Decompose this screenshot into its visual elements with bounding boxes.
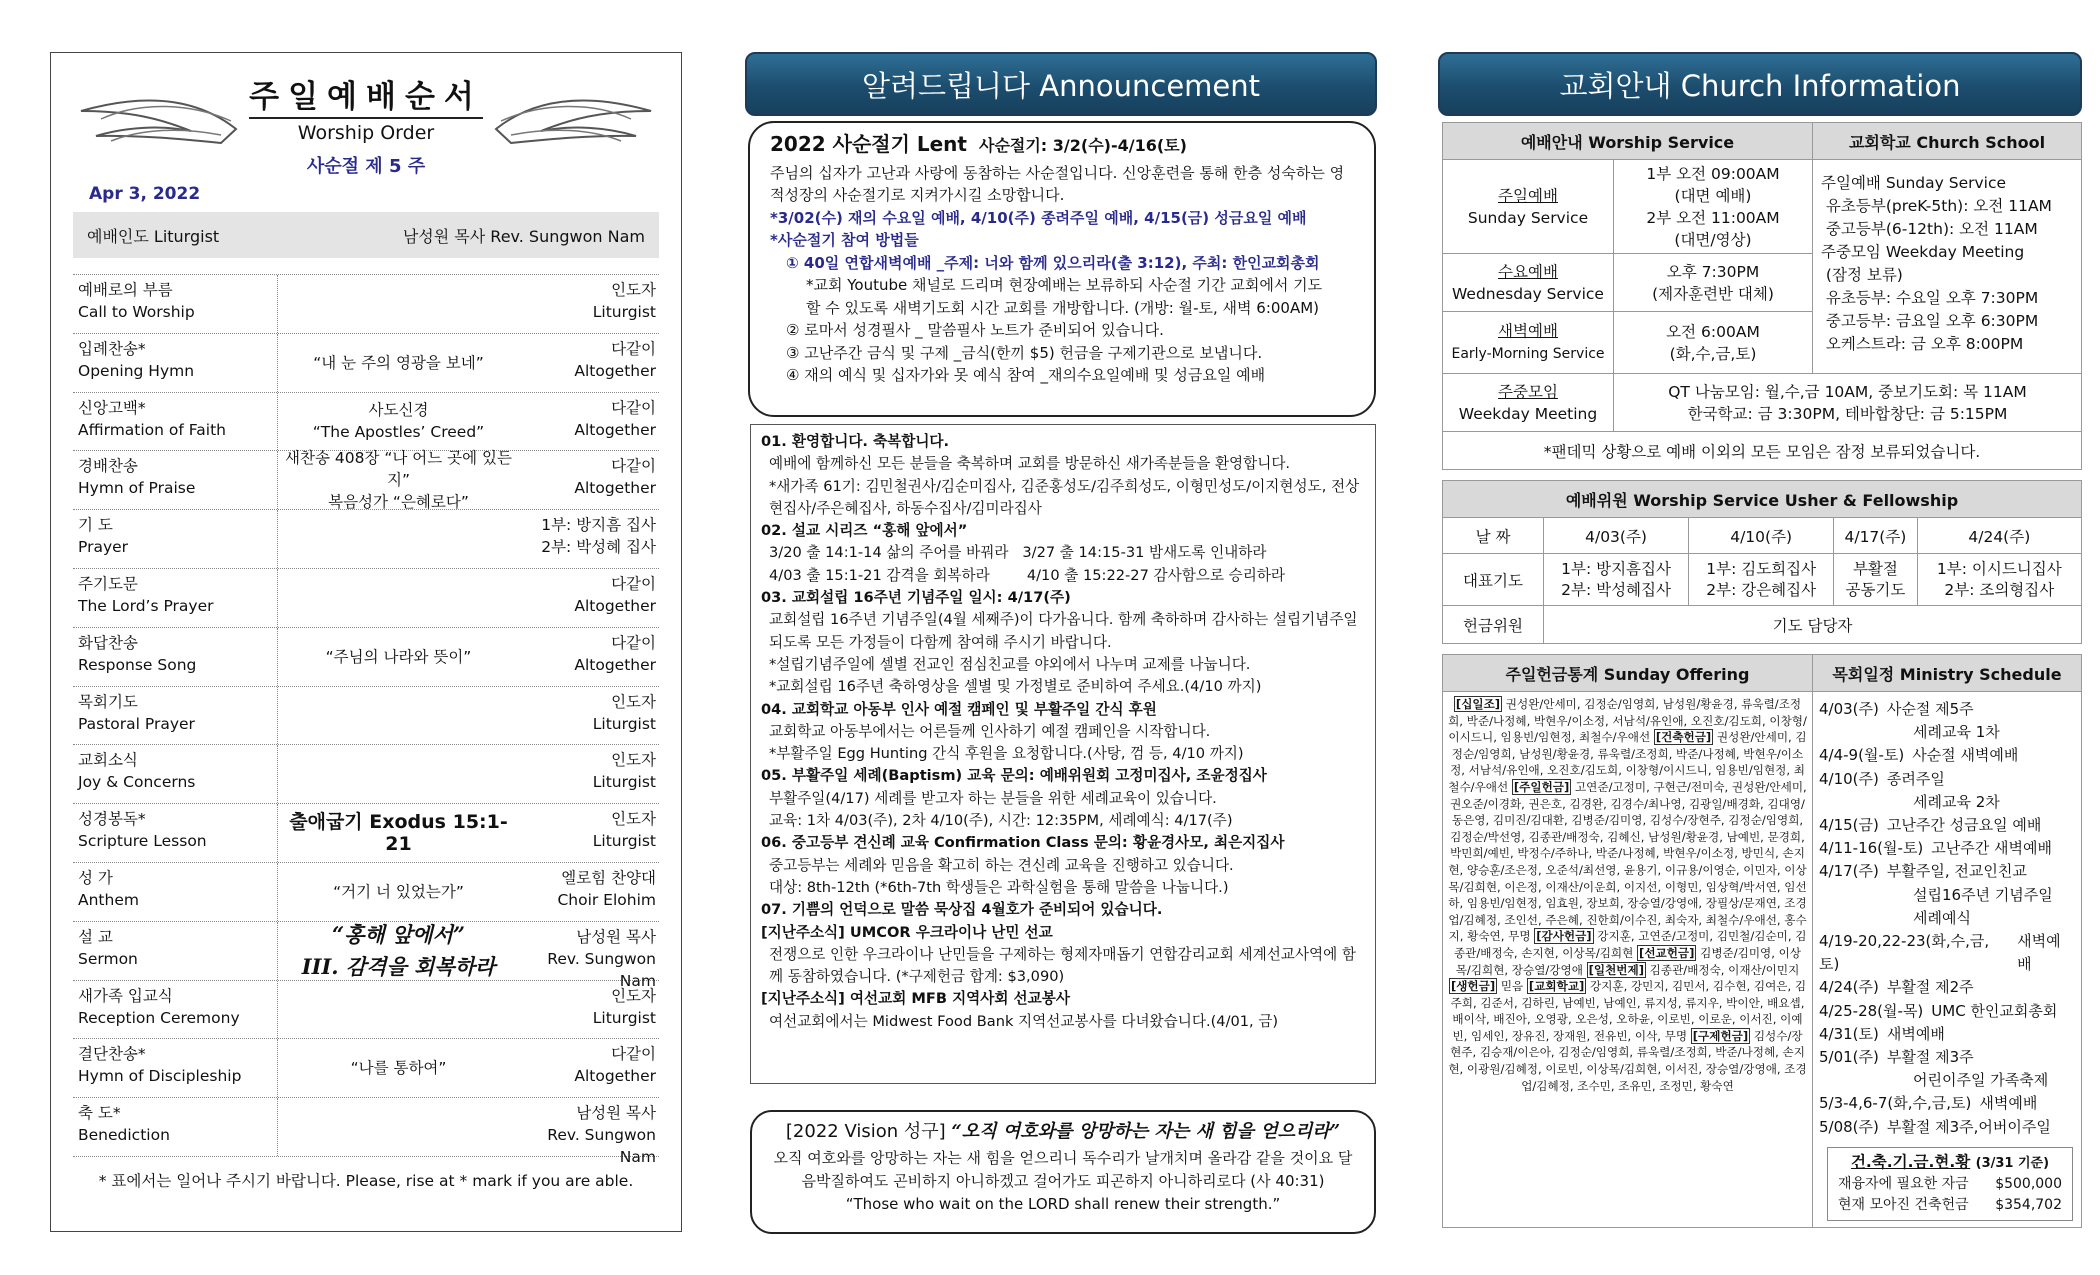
offering-category: [구제헌금] [1692, 1028, 1749, 1043]
building-fund-title: 건.축.기.금.현.황 (3/31 기준) [1850, 1152, 2050, 1171]
order-item-leader: 인도자 Liturgist [592, 986, 656, 1027]
order-item-name: 설 교 Sermon [73, 922, 278, 980]
ministry-item: 4/15(금) 고난주간 성금요일 예배 [1819, 816, 2042, 835]
offering-names-list: 강지훈, 강민지, 김민서, 김수현, 김여은, 김주희, 김준서, 김하린, 남예빈, 남예인, 류지성, 류지우, 박이안, 배요셉, 배이삭, 배진아, 오영광, 오은성, 오하윤, 이로빈, 이로운, 이서진, 이예빈, 임세인, 장유진, 장재원, 전유빈, 이삭, 무명 [1450, 979, 1807, 1043]
usher-prayer: 1부: 방지흠집사 2부: 박성혜집사 [1544, 554, 1689, 606]
offering-names-list: 김성수/장현주, 김승재/이은아, 김정순/임영희, 류욱렬/조정희, 박준/나정혜, 손지현, 이광원/김혜정, 이로빈, 이상목/김희현, 이서진, 장승열/강영애, 조경업/김혜정, 조수민, 조유민, 조정민, 황숙연 [1448, 1028, 1807, 1093]
ministry-item: 세례교육 2차 [1913, 792, 2000, 811]
offering-ministry-table [1442, 654, 2082, 1228]
usher-table [1442, 480, 2082, 644]
worship-order-item [73, 334, 659, 393]
service-dawn-name: 새벽예배 Early-Morning Service [1443, 312, 1614, 374]
announce-3-detail2: *교회설립 16주년 축하영상을 셀별 및 가정별로 준비하여 주세요.(4/10 까지) [769, 678, 1262, 696]
worship-order-item [73, 863, 659, 922]
order-item-content: “주님의 나라와 뜻이” [325, 647, 472, 666]
service-wednesday-name: 수요예배 Wednesday Service [1443, 254, 1614, 312]
liturgist-label: 예배인도 Liturgist [87, 226, 220, 246]
service-dawn-time: 오전 6:00AM (화,수,금,토) [1614, 312, 1813, 374]
announce-9-body: 여선교회에서는 Midwest Food Bank 지역선교봉사를 다녀왔습니다.(4/01, 금) [769, 1012, 1279, 1030]
ministry-header: 목회일정 Ministry Schedule [1813, 655, 2082, 692]
church-school-header: 교회학교 Church School [1813, 123, 2082, 160]
offering-names-list: 고연준/고정미, 구현근/전미숙, 권성완/안세미, 권오준/이경화, 권은호, 김경완, 김경수/최나영, 김광일/배경화, 김대영/동은영, 김미진/김대환, 김병준/김미영, 김성수/장현주, 김정순/임영희, 김정순/박선영, 김종관/배정숙, 김혜신, 남성원/황윤경, 남예빈, 문경희, 박민희/예빈, 박정수/주하나, 박준/나정혜, 박현우/이소정, 방민식, 손지현, 양승훈/조은정, 오준석/최선영, 윤용기, 이규용/이영순, 이민자, 이상목/김희현, 이은정, 이재산/이운희, 이지선, 이형민, 임상혁/박서연, 임선하, 임용빈/임현정, 임효원, 장보희, 장승열/강영애, 장필상/문재연, 조경업/김혜정, 조인선, 주은혜, 진한희/이수진, 최숙자, 최철수/우애선, 홍수지, 황숙연, 무명 [1448, 779, 1807, 944]
rise-note: * 표에서는 일어나 주시기 바랍니다. Please, rise at * mark if you are able. [98, 1171, 634, 1190]
school-line: 오케스트라: 금 오후 8:00PM [1821, 335, 2024, 353]
lent-methods: *사순절기 참여 방법들 [770, 231, 919, 249]
offering-category: [주일헌금] [1513, 779, 1570, 794]
lent-method-1-note: *교회 Youtube 채널로 드리며 현장예배는 보류하되 사순절 기간 교회에서 기도 [806, 276, 1323, 294]
announce-3-detail: *설립기념주일에 셀별 전교인 점심친교를 야외에서 나누며 교제를 나눕니다. [769, 655, 1251, 673]
weekday-meeting-name: 주중모임 Weekday Meeting [1443, 374, 1614, 432]
ministry-item: 세례교육 1차 [1913, 723, 2000, 742]
order-item-leader: 남성원 목사 Rev. Sungwon Nam [547, 1104, 656, 1167]
worship-order-item [73, 1098, 659, 1167]
offering-names-list: 강지훈, 고연준/고정미, 김민철/김순미, 김종관/배정숙, 손지현, 이상목/김희현 [1453, 929, 1807, 960]
announce-4-heading: 04. 교회학교 아동부 인사 예절 캠페인 및 부활주일 간식 후원 [761, 700, 1157, 718]
announce-4-detail: *부활주일 Egg Hunting 간식 후원을 요청합니다.(사탕, 껌 등, 4/10 까지) [769, 745, 1244, 763]
worship-service-table [1442, 122, 2082, 470]
worship-order-item [73, 981, 659, 1040]
worship-subtitle: Worship Order [297, 122, 435, 144]
church-school-info [1813, 160, 2082, 374]
lent-box [748, 121, 1376, 417]
order-item-name: 성 가 Anthem [73, 863, 278, 921]
school-line: 중고등부(6-12th): 오전 11AM [1821, 220, 2038, 238]
announce-9-heading: [지난주소식] 여선교회 MFB 지역사회 선교봉사 [761, 990, 1070, 1008]
order-item-leader: 다같이 Altogether [574, 633, 656, 674]
order-item-name: 입례찬송* Opening Hymn [73, 334, 278, 392]
ministry-item: 4/17(주) 부활주일, 전교인친교 [1819, 862, 2027, 881]
lent-intro: 주님의 십자가 고난과 사랑에 동참하는 사순절입니다. 신앙훈련을 통해 한층 성숙하는 영적성장의 사순절기로 지켜가시길 소망합니다. [770, 163, 1345, 204]
usher-prayer-label: 대표기도 [1443, 554, 1544, 606]
worship-order-item [73, 569, 659, 628]
usher-date: 4/10(주) [1689, 518, 1834, 554]
order-item-name: 화답찬송 Response Song [73, 628, 278, 686]
ministry-item: 세례예식 [1913, 908, 1971, 927]
announce-3-heading: 03. 교회설립 16주년 기념주일 일시: 4/17(주) [761, 589, 1071, 607]
worship-order-panel [50, 52, 682, 1232]
announce-6-body: 중고등부는 세례와 믿음을 확고히 하는 견신례 교육을 진행하고 있습니다. [769, 856, 1234, 874]
announcement-list [750, 424, 1376, 1084]
order-item-leader: 남성원 목사 Rev. Sungwon Nam [547, 927, 656, 990]
lent-method-4: ④ 재의 예식 및 십자가와 못 예식 참여 _재의수요일예배 및 성금요일 예배 [786, 366, 1266, 384]
order-item-name: 신앙고백* Affirmation of Faith [73, 393, 278, 451]
usher-date: 4/17(주) [1834, 518, 1917, 554]
worship-order-item [73, 451, 659, 510]
school-line: 주중모임 Weekday Meeting [1821, 243, 2025, 261]
vision-title: [2022 Vision 성구] “오직 여호와를 앙망하는 자는 새 힘을 얻으리라” [785, 1121, 1341, 1142]
order-item-content [278, 687, 519, 745]
lent-method-1-note2: 할 수 있도록 새벽기도회 시간 교회를 개방합니다. (개방: 월-토, 새벽 6:00AM) [806, 298, 1320, 317]
usher-prayer: 1부: 이시드니집사 2부: 조의형집사 [1917, 554, 2081, 606]
worship-order-item [73, 1039, 659, 1098]
announcement-banner: 알려드립니다 Announcement [745, 52, 1377, 116]
usher-header: 예배위원 Worship Service Usher & Fellowship [1443, 481, 2082, 518]
dove-wings-right-icon [491, 81, 661, 151]
order-item-content: 사도신경 “The Apostles’ Creed” [312, 401, 485, 442]
order-item-name: 새가족 입교식 Reception Ceremony [73, 981, 278, 1039]
announce-7-heading: 07. 기쁨의 언덕으로 말씀 묵상집 4월호가 준비되어 있습니다. [761, 901, 1163, 919]
lent-method-1: ① 40일 연합새벽예배 _주제: 너와 함께 있으리라(출 3:12), 주최: 한인교회총회 [786, 253, 1320, 272]
order-item-content [278, 275, 519, 333]
announce-5-body: 부활주일(4/17) 세례를 받고자 하는 분들을 위한 세례교육이 있습니다. [769, 789, 1217, 807]
service-sunday-name: 주일예배 Sunday Service [1443, 160, 1614, 254]
order-item-name: 주기도문 The Lord’s Prayer [73, 569, 278, 627]
pandemic-note: *팬데믹 상황으로 예배 이외의 모든 모임은 잠정 보류되었습니다. [1443, 432, 2082, 470]
offering-names-list: 권성완/안세미, 김정순/임영희, 남성원/황윤경, 류욱렬/조정희, 박준/나정혜, 박현우/이소정, 서남석/유인애, 오진호/김도희, 이창형/이시드니, 임용빈/임현정, 최철수/우애선 [1448, 730, 1807, 794]
offering-category: [생헌금] [1450, 979, 1496, 994]
school-line: 중고등부: 금요일 오후 6:30PM [1821, 312, 2039, 330]
announce-6-heading: 06. 중고등부 견신례 교육 Confirmation Class 문의: 황윤경사모, 최은지집사 [761, 834, 1285, 852]
vision-verse-ko: 오직 여호와를 앙망하는 자는 새 힘을 얻으리니 독수리가 날개치며 올라감 같을 것이요 달음박질하여도 곤비하지 아니하겠고 걸어가도 피곤하지 아니하리로다 (사 40:31) [773, 1149, 1353, 1190]
order-item-content [278, 981, 519, 1039]
order-item-name: 기 도 Prayer [73, 510, 278, 568]
order-item-content: “거기 너 있었는가” [333, 882, 464, 901]
worship-order-item [73, 628, 659, 687]
ministry-item: 4/03(주) 사순절 제5주 [1819, 700, 1974, 718]
building-fund-need: 재융자에 필요한 자금 $500,000 [1838, 1175, 2062, 1192]
lent-method-2: ② 로마서 성경필사 _ 말씀필사 노트가 준비되어 있습니다. [786, 321, 1164, 339]
worship-order-item [73, 745, 659, 804]
worship-order-item [73, 921, 659, 990]
announce-5-heading: 05. 부활주일 세례(Baptism) 교육 문의: 예배위원회 고정미집사, 조윤정집사 [761, 767, 1267, 785]
church-info-banner: 교회안내 Church Information [1438, 52, 2082, 116]
school-line: (잠정 보류) [1821, 266, 1903, 284]
announce-8-body: 전쟁으로 인한 우크라이나 난민들을 구제하는 형제자매돕기 연합감리교회 세계선교사역에 함께 동참하였습니다. (*구제헌금 합계: $3,090) [769, 945, 1356, 986]
order-item-leader: 인도자 Liturgist [592, 692, 656, 733]
order-item-leader: 인도자 Liturgist [592, 810, 656, 851]
order-item-leader: 인도자 Liturgist [592, 281, 656, 321]
order-item-content [278, 1098, 519, 1156]
liturgist-bar [73, 212, 659, 258]
announce-1-heading: 01. 환영합니다. 축복합니다. [761, 433, 950, 450]
order-item-content: “홍해 앞에서” III. 감격을 회복하라 [301, 921, 496, 979]
announce-3-body: 교회설립 16주년 기념주일(4월 세째주)이 다가옵니다. 함께 축하하며 감사하는 설립기념주일되도록 모든 가정들이 다함께 참여해 주시기 바랍니다. [769, 611, 1358, 651]
order-item-name: 경배찬송 Hymn of Praise [73, 451, 278, 509]
order-item-leader: 다같이 Altogether [574, 398, 656, 439]
school-line: 주일예배 Sunday Service [1821, 174, 2007, 192]
ministry-item: 4/4-9(월-토) 사순절 새벽예배 [1819, 746, 2019, 765]
order-item-leader: 엘로힘 찬양대 Choir Elohim [557, 868, 656, 909]
worship-order-item [73, 687, 659, 746]
announce-8-heading: [지난주소식] UMCOR 우크라이나 난민 선교 [761, 923, 1053, 941]
order-item-name: 축 도* Benediction [73, 1098, 278, 1156]
ministry-item: 4/25-28(월-목) UMC 한인교회총회 [1819, 1001, 2058, 1020]
lent-heading: 2022 사순절기 Lent 사순절기: 3/2(수)-4/16(토) [770, 132, 1187, 156]
school-line: 유초등부(preK-5th): 오전 11AM [1821, 197, 2052, 215]
usher-prayer: 1부: 김도희집사 2부: 강은혜집사 [1689, 554, 1834, 606]
worship-title: 주일예배순서 [73, 71, 659, 116]
ministry-item: 4/31(토) 새벽예배 [1819, 1024, 1945, 1043]
order-item-leader: 1부: 방지흠 집사 2부: 박성혜 집사 [541, 516, 656, 557]
usher-prayer: 부활절 공동기도 [1834, 554, 1917, 606]
ministry-item: 4/10(주) 종려주일 [1819, 769, 1945, 788]
offering-header: 주일헌금통계 Sunday Offering [1443, 655, 1813, 692]
offering-names-list: 김종관/배정숙, 이재산/이민지 [1646, 962, 1800, 977]
ministry-item: 4/11-16(월-토) 고난주간 새벽예배 [1819, 839, 2052, 858]
ministry-item: 5/08(주) 부활절 제3주,어버이주일 [1819, 1117, 2051, 1136]
worship-order-item [73, 510, 659, 569]
offering-names-list: 김병준/김미영, 이상목/김희현, 장승열/강영애 [1455, 945, 1801, 977]
weekday-meeting-times: QT 나눔모임: 월,수,금 10AM, 중보기도회: 목 11AM 한국학교: 금 3:30PM, 테바합창단: 금 5:15PM [1614, 374, 2082, 432]
lent-season: 사순절 제 5 주 [306, 156, 426, 177]
usher-date: 4/24(주) [1917, 518, 2081, 554]
order-item-content: 출애굽기 Exodus 15:1-21 [289, 811, 508, 856]
announce-1-detail: *새가족 61기: 김민철권사/김순미집사, 김준홍성도/김주희성도, 이형민성도/이지현성도, 전상현집사/주은혜집사, 하동수집사/김미라집사 [769, 477, 1360, 517]
announce-5-detail: 교육: 1차 4/03(주), 2차 4/10(주), 시간: 12:35PM, 세례예식: 4/17(주) [769, 812, 1233, 830]
order-item-content [278, 510, 519, 568]
order-item-leader: 다같이 Altogether [574, 574, 656, 615]
liturgist-name: 남성원 목사 Rev. Sungwon Nam [402, 226, 645, 246]
ministry-schedule [1813, 692, 2082, 1228]
dove-wings-left-icon [71, 81, 241, 151]
order-item-leader: 인도자 Liturgist [592, 751, 656, 792]
ministry-item: 4/24(주) 부활절 제2주 [1819, 978, 1974, 997]
vision-verse-box [750, 1110, 1376, 1234]
order-item-name: 예배로의 부름 Call to Worship [73, 275, 278, 333]
lent-method-3: ③ 고난주간 금식 및 구제 _금식(한끼 $5) 헌금을 구제기관으로 보냅니다. [786, 343, 1263, 362]
order-item-leader: 다같이 Altogether [574, 1045, 656, 1086]
church-info-panel [1442, 122, 2082, 1234]
order-item-content [278, 569, 519, 627]
building-fund-current: 현재 모아진 건축헌금 $354,702 [1838, 1196, 2062, 1213]
order-item-name: 목회기도 Pastoral Prayer [73, 687, 278, 745]
order-item-name: 성경봉독* Scripture Lesson [73, 804, 278, 862]
school-line: 유초등부: 수요일 오후 7:30PM [1821, 289, 2039, 307]
ministry-item: 설립16주년 기념주일 [1913, 885, 2053, 904]
order-item-leader: 다같이 Altogether [574, 457, 656, 498]
lent-dates: *3/02(수) 재의 수요일 예배, 4/10(주) 종려주일 예배, 4/15(금) 성금요일 예배 [770, 208, 1307, 227]
ministry-item: 5/3-4,6-7(화,수,금,토) 새벽예배 [1819, 1094, 2038, 1113]
worship-order-item [73, 393, 659, 452]
order-item-name: 결단찬송* Hymn of Discipleship [73, 1039, 278, 1097]
order-item-leader: 다같이 Altogether [574, 339, 656, 380]
announce-1-body: 예배에 함께하신 모든 분들을 축복하며 교회를 방문하신 새가족분들을 환영합니다. [769, 455, 1291, 473]
worship-date: Apr 3, 2022 [89, 184, 201, 204]
announce-2-detail: 4/03 출 15:1-21 감격을 회복하라 4/10 출 15:22-27 감사함으로 승리하라 [769, 566, 1286, 584]
worship-order-list [73, 274, 659, 1167]
order-item-content: “내 눈 주의 영광을 보네” [313, 353, 484, 372]
usher-date: 4/03(주) [1544, 518, 1689, 554]
offering-category: [감사헌금] [1536, 929, 1592, 944]
offering-category: [선교헌금] [1639, 945, 1695, 960]
service-wednesday-time: 오후 7:30PM (제자훈련반 대체) [1614, 254, 1813, 312]
offering-names [1443, 692, 1813, 1228]
vision-verse-en: “Those who wait on the LORD shall renew their strength.” [845, 1195, 1281, 1213]
ministry-item: 4/19-20,22-23(화,수,금,토) 새벽예배 [1819, 932, 2061, 974]
announce-6-detail: 대상: 8th-12th (*6th-7th 학생들은 과학실험을 통해 말씀을 나눕니다.) [769, 878, 1229, 896]
ministry-item: 5/01(주) 부활절 제3주 [1819, 1048, 1974, 1067]
offering-committee-value: 기도 담당자 [1544, 606, 2082, 644]
announce-4-body: 교회학교 아동부에서는 어른들께 인사하기 예절 캠페인을 시작합니다. [769, 722, 1211, 740]
worship-service-header: 예배안내 Worship Service [1443, 123, 1813, 160]
offering-category: [일천번제] [1588, 962, 1644, 977]
announce-2-body: 3/20 출 14:1-14 삶의 주어를 바꿔라 3/27 출 14:15-31 밤새도록 인내하라 [769, 544, 1267, 562]
worship-order-item [73, 804, 659, 863]
ministry-item: 어린이주일 가족축제 [1913, 1071, 2049, 1090]
order-item-name: 교회소식 Joy & Concerns [73, 745, 278, 803]
offering-category: [십일조] [1455, 697, 1501, 711]
service-sunday-time: 1부 오전 09:00AM (대면 예배) 2부 오전 11:00AM (대면/영상) [1614, 160, 1813, 254]
offering-names-list: 믿음 [1497, 979, 1527, 994]
order-item-content [278, 745, 519, 803]
announce-2-heading: 02. 설교 시리즈 “홍해 앞에서” [761, 522, 968, 540]
building-fund-box [1827, 1147, 2073, 1221]
offering-names-list: 권성완/안세미, 김정순/임영희, 남성원/황윤경, 류욱렬/조정희, 박준/나정혜, 박현우/이소정, 서남석/유인애, 오진호/김도희, 이창형/이시드니, 임용빈/임현정, 최철수/우애선 [1448, 697, 1807, 745]
usher-date-label: 날 짜 [1443, 518, 1544, 554]
worship-order-item [73, 275, 659, 334]
offering-committee-label: 헌금위원 [1443, 606, 1544, 644]
offering-category: [건축헌금] [1655, 730, 1712, 745]
order-item-content: “나를 통하여” [350, 1059, 447, 1078]
order-item-content: 새찬송 408장 “나 어느 곳에 있든지” 복음성가 “은혜로다” [285, 449, 512, 512]
offering-category: [교회학교] [1528, 979, 1585, 994]
